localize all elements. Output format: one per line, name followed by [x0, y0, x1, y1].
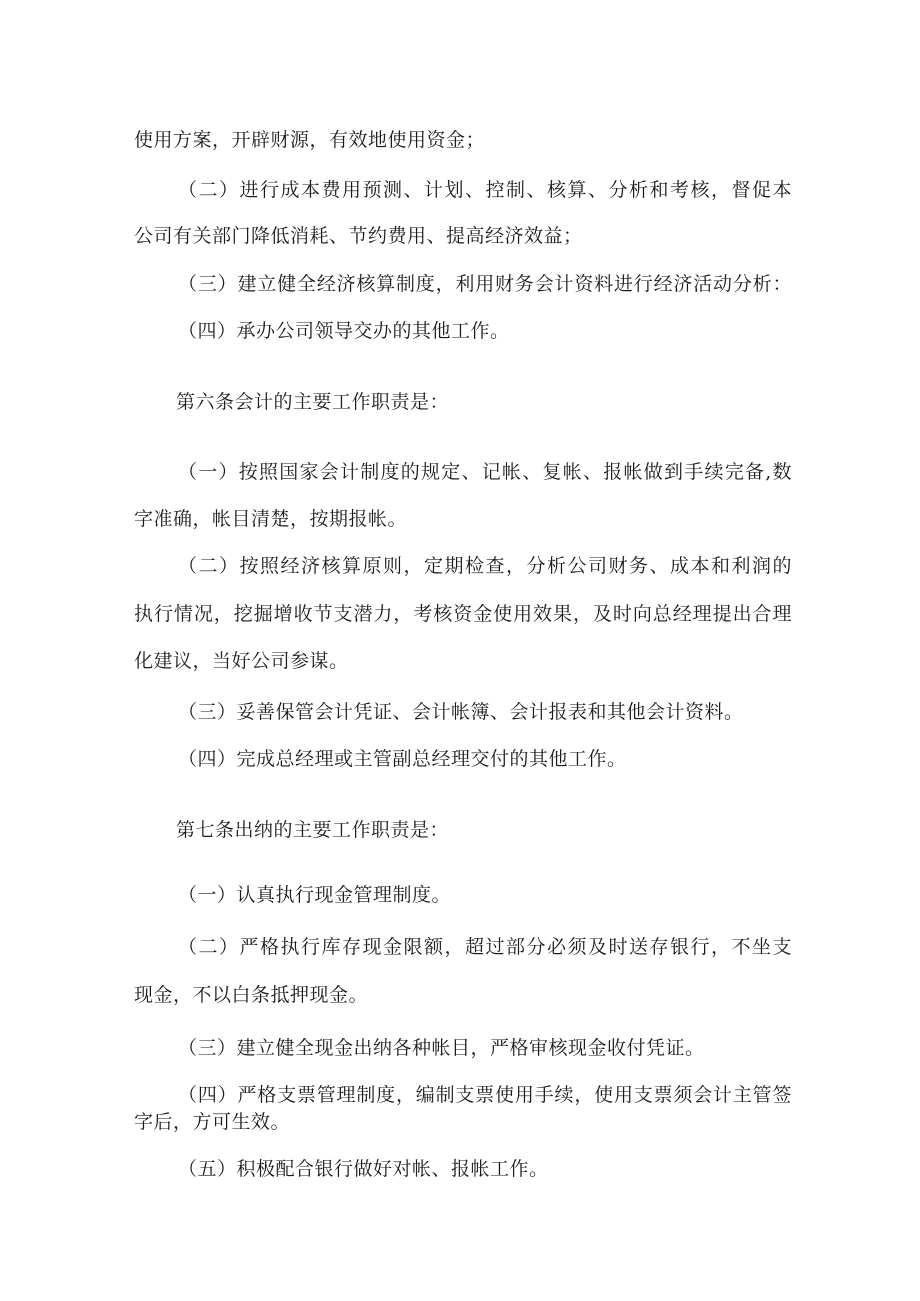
paragraph-line-9: （二）按照经济核算原则，定期检查，分析公司财务、成本和利润的 [178, 555, 792, 577]
article-heading-7: 第七条出纳的主要工作职责是： [176, 819, 450, 841]
paragraph-line-4: （三）建立健全经济核算制度，利用财务会计资料进行经济活动分析： [178, 273, 792, 295]
paragraph-line-8: 字准确，帐目清楚，按期报帐。 [134, 508, 408, 530]
paragraph-line-7: （一）按照国家会计制度的规定、记帐、复帐、报帐做到手续完备,数 [178, 461, 792, 483]
paragraph-line-20: 字后，方可生效。 [134, 1111, 291, 1133]
paragraph-line-1: 使用方案，开辟财源，有效地使用资金； [134, 129, 486, 151]
paragraph-line-10: 执行情况，挖掘增收节支潜力，考核资金使用效果，及时向总经理提出合理 [134, 603, 792, 625]
article-heading-6: 第六条会计的主要工作职责是： [176, 391, 450, 413]
paragraph-line-16: （二）严格执行库存现金限额，超过部分必须及时送存银行，不坐支 [178, 936, 792, 958]
paragraph-line-12: （三）妥善保管会计凭证、会计帐簿、会计报表和其他会计资料。 [178, 701, 744, 723]
paragraph-line-3: 公司有关部门降低消耗、节约费用、提高经济效益； [134, 225, 583, 247]
paragraph-line-17: 现金，不以白条抵押现金。 [134, 984, 369, 1006]
paragraph-line-19: （四）严格支票管理制度，编制支票使用手续，使用支票须会计主管签 [178, 1084, 792, 1106]
paragraph-line-18: （三）建立健全现金出纳各种帐目，严格审核现金收付凭证。 [178, 1037, 705, 1059]
paragraph-line-15: （一）认真执行现金管理制度。 [178, 884, 452, 906]
paragraph-line-13: （四）完成总经理或主管副总经理交付的其他工作。 [178, 748, 627, 770]
paragraph-line-11: 化建议，当好公司参谋。 [134, 650, 349, 672]
paragraph-line-5: （四）承办公司领导交办的其他工作。 [178, 320, 510, 342]
paragraph-line-2: （二）进行成本费用预测、计划、控制、核算、分析和考核，督促本 [178, 179, 792, 201]
paragraph-line-21: （五）积极配合银行做好对帐、报帐工作。 [178, 1158, 549, 1180]
